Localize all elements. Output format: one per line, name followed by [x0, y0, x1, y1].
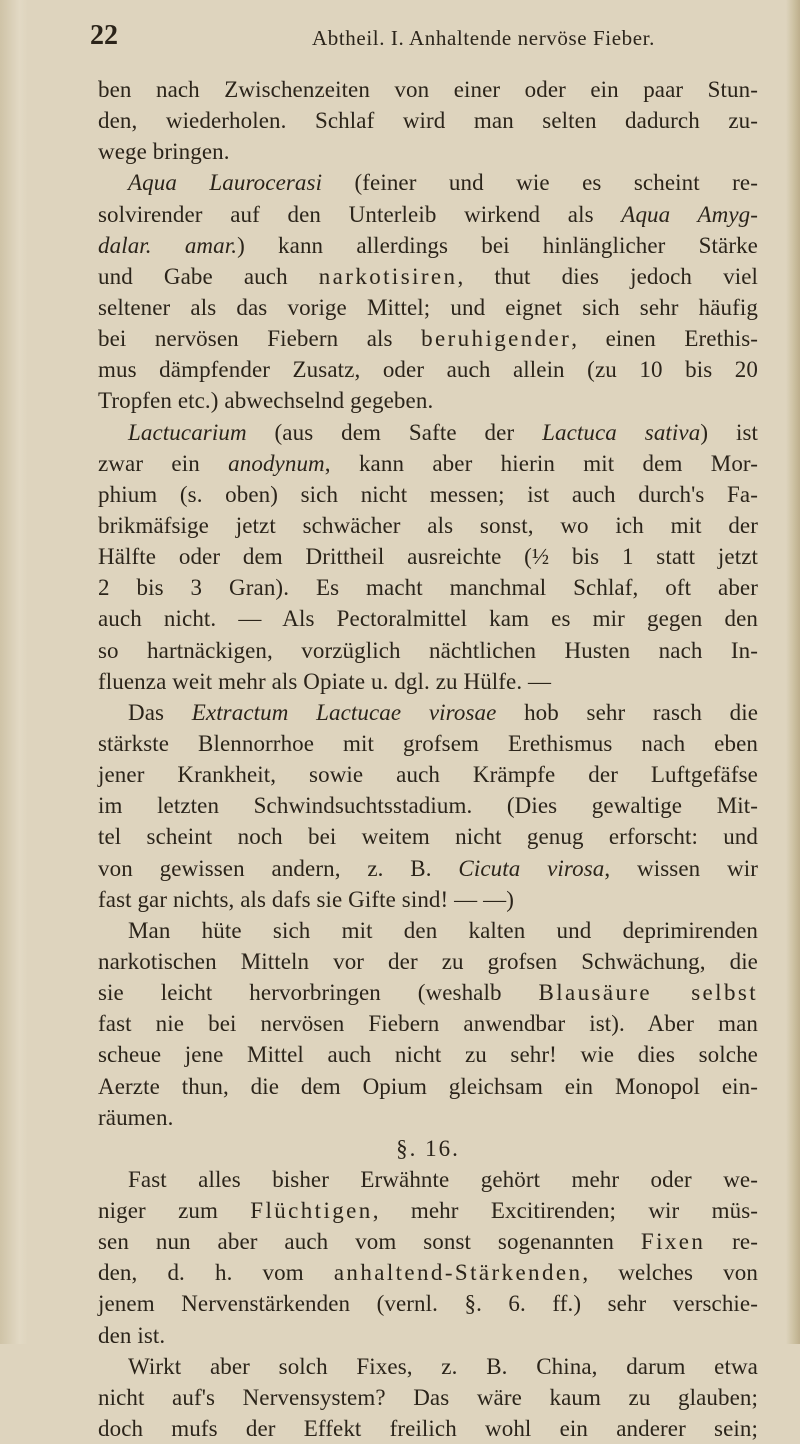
page-right-edge — [786, 0, 800, 1344]
text-run: (aus dem Safte der — [246, 419, 543, 445]
text-line: den, wiederholen. Schlaf wird man selten dadurch zu- — [98, 108, 758, 134]
text-line — [98, 1195, 758, 1226]
text-run: solvirender auf den Unterleib wirkend als — [98, 201, 622, 227]
text-line — [98, 323, 758, 354]
text-line: brikmäfsige jetzt schwächer als sonst, wo ich mit der — [98, 512, 758, 538]
text-line — [98, 448, 758, 479]
text-line: den ist. — [98, 1322, 166, 1348]
text-line: wege bringen. — [98, 139, 230, 165]
page-number: 22 — [90, 20, 118, 51]
text-run: niger zum — [98, 1198, 251, 1224]
text-line — [98, 697, 758, 728]
text-run: zwar ein — [98, 450, 229, 476]
italic-term: dalar. amar. — [98, 232, 238, 258]
text-line: Fast alles bisher Erwähnte gehört mehr oder we- — [128, 1166, 758, 1192]
text-line: jener Krankheit, sowie auch Krämpfe der Luftgefäfse — [98, 762, 758, 788]
text-line: stärkste Blennorrhoe mit grofsem Erethismus nach eben — [98, 730, 758, 756]
text-line: Hälfte oder dem Drittheil ausreichte (½ bis 1 statt jetzt — [98, 544, 758, 570]
italic-term: Extractum Lactucae virosae — [191, 699, 497, 725]
paragraph — [98, 167, 758, 416]
italic-term: Aqua Amyg- — [621, 201, 759, 227]
text-run: re- — [705, 1229, 758, 1255]
text-run: den, d. h. vom — [98, 1260, 334, 1286]
running-head: Abtheil. I. Anhaltende nervöse Fieber. — [312, 26, 655, 50]
text-line: Wirkt aber solch Fixes, z. B. China, darum etwa — [128, 1353, 758, 1379]
text-run: von gewissen andern, z. B. — [98, 855, 459, 881]
text-line — [98, 977, 758, 1008]
text-run: , wissen wir — [604, 855, 758, 881]
text-line — [98, 261, 758, 292]
text-line: fast gar nichts, als dafs sie Gifte sind! — —) — [98, 886, 514, 912]
paragraph — [98, 74, 758, 167]
paragraph — [98, 697, 758, 915]
spaced-emphasis: anhaltend-Stärkenden — [333, 1260, 583, 1286]
text-line: Man hüte sich mit den kalten und deprimirenden — [128, 917, 758, 943]
text-line: tel scheint noch bei weitem nicht genug erforscht: und — [98, 824, 758, 850]
text-run: und Gabe auch — [98, 263, 319, 289]
spaced-emphasis: narkotisiren — [318, 263, 458, 289]
text-run: , kann aber hierin mit dem Mor- — [324, 450, 758, 476]
text-run: , einen Erethis- — [571, 326, 759, 352]
spaced-emphasis: Flüchtigen — [250, 1198, 373, 1224]
italic-term: Lactucarium — [128, 419, 247, 445]
text-line — [98, 199, 758, 230]
text-line — [98, 167, 758, 198]
text-line — [98, 417, 758, 448]
spaced-emphasis: Fixen — [640, 1229, 706, 1255]
italic-term: Aqua Laurocerasi — [128, 170, 323, 196]
text-line: phium (s. oben) sich nicht messen; ist auch durch's Fa- — [98, 481, 758, 507]
text-run: Das — [128, 699, 192, 725]
paragraph — [98, 1164, 758, 1351]
spaced-emphasis: Blausäure selbst — [538, 980, 758, 1006]
text-run: sie leicht hervorbringen (weshalb — [98, 980, 539, 1006]
text-line: scheue jene Mittel auch nicht zu sehr! wie dies solche — [98, 1042, 758, 1068]
text-line: Tropfen etc.) abwechselnd gegeben. — [98, 388, 434, 414]
paragraph — [98, 417, 758, 697]
text-line: seltener als das vorige Mittel; und eignet sich sehr häufig — [98, 294, 758, 320]
text-line — [98, 853, 758, 884]
text-line: doch mufs der Effekt freilich wohl ein anderer sein; — [98, 1416, 758, 1442]
text-run: (feiner und wie es scheint re- — [322, 170, 758, 196]
text-line: jenem Nervenstärkenden (vernl. §. 6. ff.) sehr verschie- — [98, 1291, 758, 1317]
italic-term: Cicuta virosa — [458, 855, 605, 881]
text-run: hob sehr rasch die — [496, 699, 758, 725]
text-line — [98, 1257, 758, 1288]
text-run: , thut dies jedoch viel — [457, 263, 758, 289]
text-line: ben nach Zwischenzeiten von einer oder ein paar Stun- — [98, 77, 758, 102]
spaced-emphasis: beruhigender — [421, 326, 572, 352]
text-line: 2 bis 3 Gran). Es macht manchmal Schlaf, oft aber — [98, 575, 758, 601]
text-line: fast nie bei nervösen Fiebern anwendbar ist). Aber man — [98, 1011, 758, 1037]
text-line — [98, 230, 758, 261]
text-run: bei nervösen Fiebern als — [98, 326, 422, 352]
text-line — [98, 1226, 758, 1257]
text-line: auch nicht. — Als Pectoralmittel kam es mir gegen den — [98, 606, 758, 632]
italic-term: anodynum — [228, 450, 325, 476]
page-header — [90, 18, 730, 54]
text-run: ) ist — [700, 419, 758, 445]
text-line: räumen. — [98, 1104, 174, 1130]
paragraph — [98, 915, 758, 1133]
text-line: so hartnäckigen, vorzüglich nächtlichen Husten nach In- — [98, 637, 758, 663]
text-line: Aerzte thun, die dem Opium gleichsam ein Monopol ein- — [98, 1073, 758, 1099]
text-line: fluenza weit mehr als Opiate u. dgl. zu Hülfe. — — [98, 668, 552, 694]
text-line: im letzten Schwindsuchtsstadium. (Dies gewaltige Mit- — [98, 793, 758, 819]
text-run: , mehr Excitirenden; wir müs- — [372, 1198, 759, 1224]
italic-term: Lactuca sativa — [542, 419, 701, 445]
page-left-edge — [0, 0, 28, 1344]
text-run: sen nun aber auch vom sonst sogenannten — [98, 1229, 641, 1255]
text-line: mus dämpfender Zusatz, oder auch allein (zu 10 bis 20 — [98, 357, 758, 383]
text-line: nicht auf's Nervensystem? Das wäre kaum zu glauben; — [98, 1384, 758, 1410]
text-run: ) kann allerdings bei hinlänglicher Stärke — [237, 232, 758, 258]
section-heading: §. 16. — [396, 1135, 460, 1161]
paragraph — [98, 1351, 758, 1444]
body-text — [98, 74, 758, 1444]
text-line: narkotischen Mitteln vor der zu grofsen Schwächung, die — [98, 948, 758, 974]
paragraph — [98, 1133, 758, 1164]
text-run: , welches von — [582, 1260, 758, 1286]
